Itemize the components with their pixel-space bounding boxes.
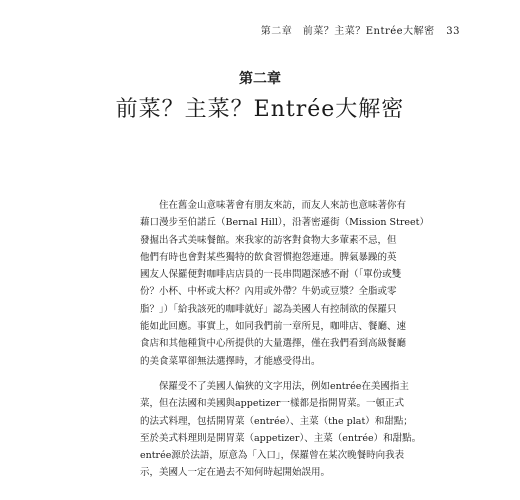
text-line: 至於美式料理則是開胃菜（appetizer）、主菜（entrée）和甜點。 [140,432,422,444]
text-line: 食店和其他種貨中心所提供的大量選擇，僅在我們看到高級餐廳 [140,338,407,350]
text-line: 國友人保羅便對咖啡店店員的一長串問題深感不耐（「單份或雙 [140,269,402,281]
text-line: entrée源於法語，原意為「入口」，保羅曾在某次晚餐時向我表 [140,450,405,462]
text-line: 的美食菜單卻無法選擇時，才能感受得出。 [140,355,321,367]
text-line: 住在舊金山意味著會有朋友來訪，而友人來訪也意味著你有 [140,200,407,211]
paragraph [140,378,422,482]
text-line: 的法式料理，包括開胃菜（entrée）、主菜（the plat）和甜點； [140,415,413,427]
text-line: 示，美國人一定在過去不知何時起開始誤用。 [140,467,331,479]
running-head-text: 第二章 前菜？主菜？Entrée大解密 [260,26,435,37]
text-line: 脂？」）「給我該死的咖啡就好」認為美國人有控制欲的保羅只 [140,303,397,315]
paragraph-gap [140,370,390,378]
text-line: 藉口漫步至伯諾丘（Bernal Hill），沿著密遜街（Mission Street） [140,217,429,229]
chapter-title: 前菜？主菜？Entrée大解密 [115,97,405,122]
body-text [140,197,429,482]
text-line: 發掘出各式美味餐館。來我家的訪客對食物大多葷素不忌，但 [140,234,397,246]
text-line: 份？小杯、中杯或大杯？內用或外帶？牛奶或豆漿？全脂或零 [140,286,397,298]
text-line: 能如此回應。事實上，如同我們前一章所見，咖啡店、餐廳、速 [140,321,407,333]
text-line: 他們有時也會對某些獨特的飲食習慣抱怨連連。脾氣暴躁的英 [140,251,397,263]
chapter-label: 第二章 [239,71,281,87]
text-line: 保羅受不了美國人偏狹的文字用法，例如entrée在美國指主 [140,380,409,392]
page-number: 33 [446,26,460,37]
paragraph [140,197,429,370]
running-head [261,22,460,37]
text-line: 菜，但在法國和美國與appetizer一樣都是指開胃菜。一頓正式 [140,398,404,410]
